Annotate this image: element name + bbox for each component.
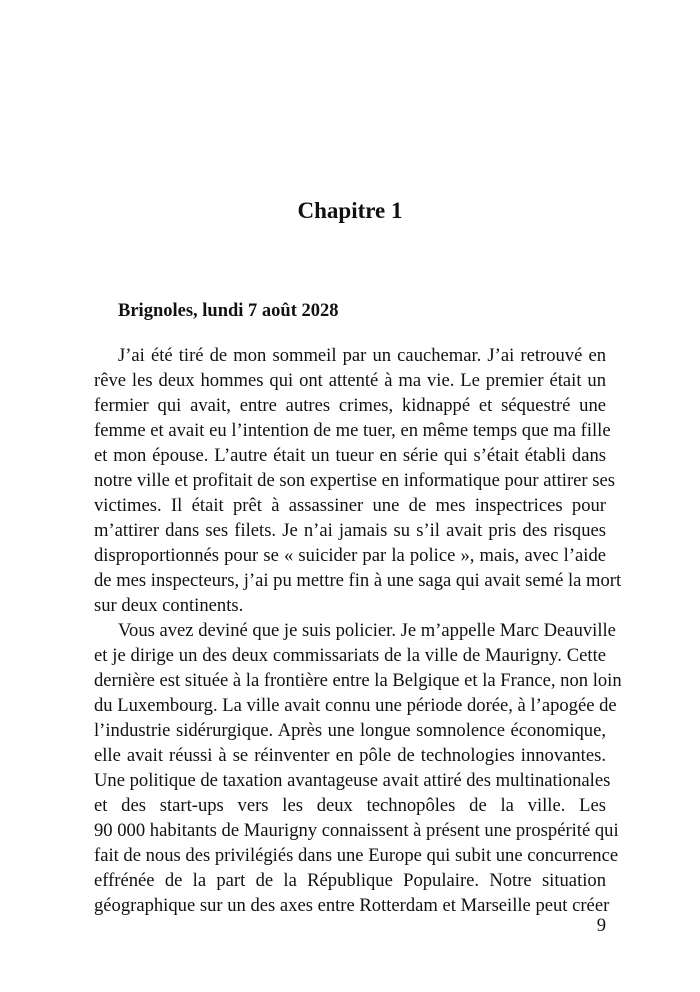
text-line: elle avait réussi à se réinventer en pôle de technologies innovantes. (94, 745, 606, 766)
text-line: fermier qui avait, entre autres crimes, kidnappé et séquestré une (94, 395, 606, 416)
text-line: et mon épouse. L’autre était un tueur en série qui s’était établi dans (94, 445, 606, 466)
text-line: Vous avez deviné que je suis policier. Je m’appelle Marc Deauville (118, 620, 616, 641)
text-line: l’industrie sidérurgique. Après une longue somnolence économique, (94, 720, 606, 741)
text-line: sur deux continents. (94, 595, 244, 616)
text-line: disproportionnés pour se « suicider par la police », mais, avec l’aide (94, 545, 606, 566)
text-line: 90 000 habitants de Maurigny connaissent à présent une prospérité qui (94, 820, 619, 841)
page-number: 9 (596, 915, 606, 936)
text-line: rêve les deux hommes qui ont attenté à ma vie. Le premier était un (94, 370, 606, 391)
text-line: dernière est située à la frontière entre la Belgique et la France, non loin (94, 670, 622, 691)
body-text (94, 343, 622, 918)
text-line: et je dirige un des deux commissariats de la ville de Maurigny. Cette (94, 645, 606, 666)
text-line: effrénée de la part de la République Populaire. Notre situation (94, 870, 606, 891)
paragraph-1 (94, 343, 622, 618)
text-line: Une politique de taxation avantageuse avait attiré des multinationales (94, 770, 611, 791)
chapter-title: Chapitre 1 (297, 198, 403, 223)
text-line: notre ville et profitait de son expertise en informatique pour attirer ses (94, 470, 615, 491)
text-line: de mes inspecteurs, j’ai pu mettre fin à une saga qui avait semé la mort (94, 570, 622, 591)
chapter-subtitle: Brignoles, lundi 7 août 2028 (118, 301, 339, 321)
text-line: fait de nous des privilégiés dans une Europe qui subit une concurrence (94, 845, 619, 866)
text-line: victimes. Il était prêt à assassiner une de mes inspectrices pour (94, 495, 606, 516)
text-line: m’attirer dans ses filets. Je n’ai jamais su s’il avait pris des risques (94, 520, 606, 541)
text-line: femme et avait eu l’intention de me tuer, en même temps que ma fille (94, 420, 611, 441)
text-line: du Luxembourg. La ville avait connu une période dorée, à l’apogée de (94, 695, 617, 716)
text-line: et des start-ups vers les deux technopôles de la ville. Les (94, 795, 606, 816)
text-line: géographique sur un des axes entre Rotterdam et Marseille peut créer (94, 895, 610, 916)
paragraph-2 (94, 618, 622, 918)
text-line: J’ai été tiré de mon sommeil par un cauchemar. J’ai retrouvé en (118, 345, 606, 366)
